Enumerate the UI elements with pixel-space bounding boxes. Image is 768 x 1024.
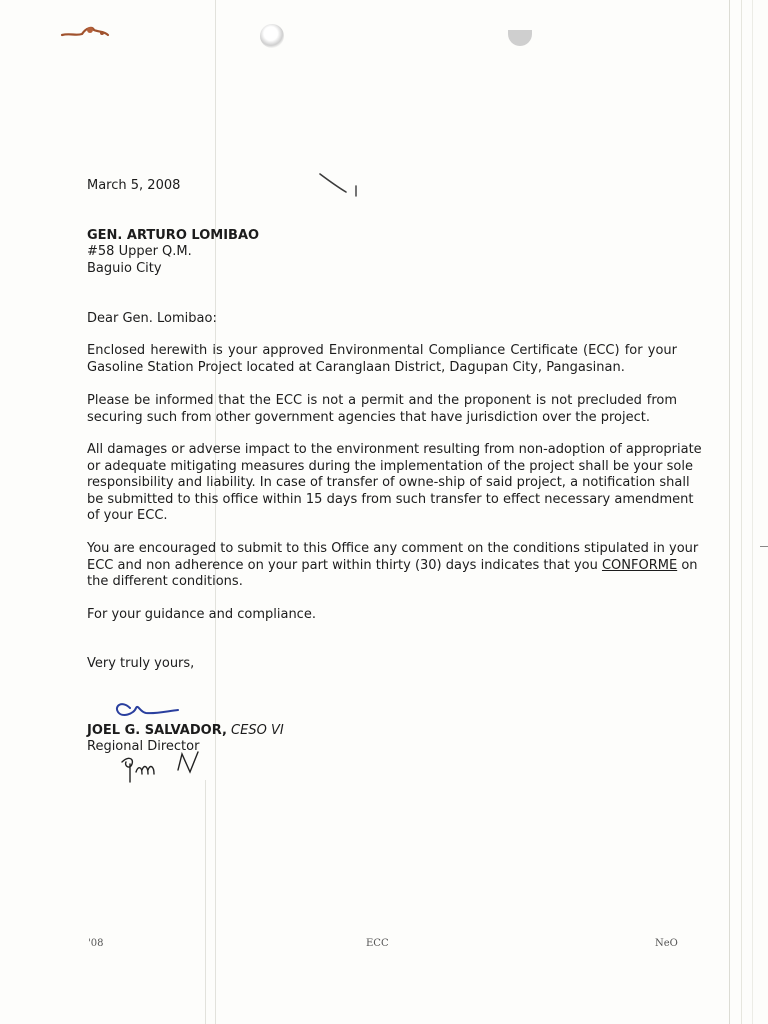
paragraph-conforme (87, 541, 699, 591)
recipient-name: GEN. ARTURO LOMIBAO (87, 228, 260, 243)
paragraph-line: the different conditions. (87, 574, 243, 589)
signatory-rank: CESO VI (226, 723, 284, 738)
paragraph-ecc-enclosed (87, 343, 677, 376)
signatory-title: Regional Director (87, 739, 200, 754)
footer-center-code: ECC (366, 938, 389, 949)
paragraph-line: securing such from other government agencies that have jurisdiction over the project. (87, 409, 650, 425)
paragraph-line: responsibility and liability. In case of transfer of owne-ship of said project, a notification shall (87, 475, 690, 490)
paragraph-liability (87, 442, 702, 525)
fold-line-lower (205, 780, 206, 1024)
paragraph-line: All damages or adverse impact to the environment resulting from non-adoption of appropriate (87, 442, 702, 457)
punch-hole (508, 30, 532, 46)
paragraph-line: Enclosed herewith is your approved Environmental Compliance Certificate (ECC) for your (87, 343, 677, 358)
ink-smudge-mark (60, 20, 120, 44)
paragraph-line (87, 557, 698, 575)
paragraph-line: or adequate mitigating measures during the implementation of the project shall be your sole (87, 458, 693, 474)
margin-mark (760, 546, 768, 547)
check-mark (318, 172, 368, 202)
closing: Very truly yours, (87, 656, 195, 671)
initials (118, 748, 218, 788)
recipient-address-line2: Baguio City (87, 261, 162, 276)
page-edge-line (752, 0, 753, 1024)
paragraph-line: Please be informed that the ECC is not a permit and the proponent is not precluded from (87, 393, 677, 408)
paragraph-line: of your ECC. (87, 508, 168, 523)
salutation: Dear Gen. Lomibao: (87, 311, 217, 326)
paragraph-not-a-permit (87, 393, 677, 426)
paragraph-text: ECC and non adherence on your part within thirty (30) days indicates that you (87, 557, 602, 573)
paragraph-line: You are encouraged to submit to this Office any comment on the conditions stipulated in your (87, 541, 699, 556)
footer-left-code: '08 (88, 938, 104, 949)
recipient-address-line1: #58 Upper Q.M. (87, 244, 192, 259)
page-edge-line (729, 0, 730, 1024)
paragraph-guidance: For your guidance and compliance. (87, 607, 316, 622)
punch-hole (260, 24, 284, 48)
paragraph-text: on (677, 557, 698, 573)
paragraph-line: be submitted to this office within 15 days from such transfer to effect necessary amendment (87, 491, 694, 507)
footer-right-code: NeO (655, 938, 678, 949)
conforme-emphasis: CONFORME (601, 557, 678, 573)
letter-date: March 5, 2008 (87, 178, 181, 193)
paragraph-line: Gasoline Station Project located at Caranglaan District, Dagupan City, Pangasinan. (87, 359, 625, 375)
page-edge-line (741, 0, 742, 1024)
signatory-name (87, 723, 284, 740)
signatory-name-text: JOEL G. SALVADOR, (87, 723, 227, 738)
signature (112, 694, 182, 722)
